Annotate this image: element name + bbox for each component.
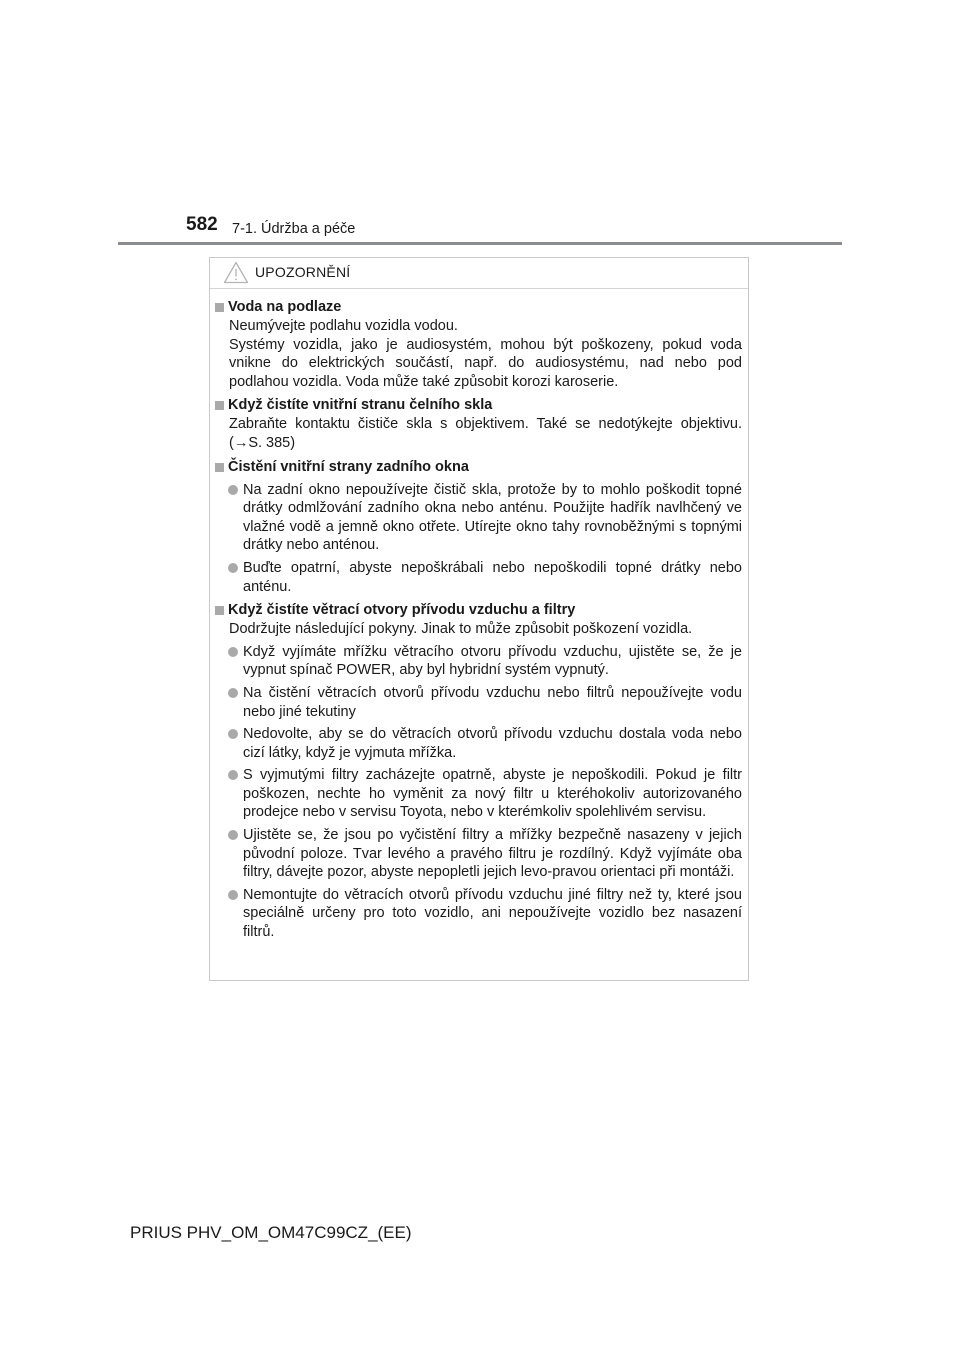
list-item-text: Když vyjímáte mřížku větracího otvoru přívodu vzduchu, ujistěte se, že je vypnut spínač POWER, aby byl hybridní systém vypnutý. xyxy=(243,643,742,679)
list-item xyxy=(243,725,742,762)
section-heading xyxy=(210,458,750,477)
warning-box xyxy=(209,257,749,981)
section-title: 7-1. Údržba a péče xyxy=(232,221,356,237)
square-bullet-icon xyxy=(215,401,224,410)
page-number: 582 xyxy=(186,214,218,235)
document-id: PRIUS PHV_OM_OM47C99CZ_(EE) xyxy=(130,1223,412,1242)
list-item xyxy=(243,766,742,822)
round-bullet-icon xyxy=(228,647,238,657)
section-vents-filters xyxy=(210,601,750,942)
paragraph: Systémy vozidla, jako je audiosystém, mohou být poškozeny, pokud voda vnikne do elektrických součástí, např. do audiosystému, nad nebo pod podlahou vozidla. Voda může také způsobit korozi karoserie. xyxy=(229,336,742,390)
section-heading xyxy=(210,396,750,415)
round-bullet-icon xyxy=(228,688,238,698)
round-bullet-icon xyxy=(228,770,238,780)
round-bullet-icon xyxy=(228,830,238,840)
list-item-text: Ujistěte se, že jsou po vyčistění filtry a mřížky bezpečně nasazeny v jejich původní poloze. Tvar levého a pravého filtru je rozdílný. Když vyjímáte oba filtry, dávejte pozor, abyste nepopletli jejich levo-pravou orientaci při montáži. xyxy=(243,827,742,881)
list-item-text: Buďte opatrní, abyste nepoškrábali nebo nepoškodili topné drátky nebo anténu. xyxy=(243,559,742,595)
paragraph: Zabraňte kontaktu čističe skla s objektivem. Také se nedotýkejte objektivu. (→S. 385) xyxy=(229,416,742,451)
list-item xyxy=(243,643,742,680)
list-item-text: Nemontujte do větracích otvorů přívodu vzduchu jiné filtry než ty, které jsou speciálně určeny pro toto vozidlo, ani nepoužívejte vozidlo bez nasazení filtrů. xyxy=(243,886,742,941)
paragraph: Neumývejte podlahu vozidla vodou. xyxy=(229,318,458,334)
warning-triangle-icon xyxy=(223,261,249,284)
section-heading xyxy=(210,298,750,317)
list-item-text: S vyjmutými filtry zacházejte opatrně, abyste je nepoškodili. Pokud je filtr poškozen, nechte ho vyměnit za nový filtr u kteréhokoliv autorizovaného prodejce nebo v servisu Toyota, nebo v kterémkoliv spolehlivém servisu. xyxy=(243,767,742,821)
square-bullet-icon xyxy=(215,303,224,312)
list-item xyxy=(243,684,742,721)
section-heading-text: Když čistíte větrací otvory přívodu vzduchu a filtry xyxy=(228,602,576,619)
square-bullet-icon xyxy=(215,463,224,472)
round-bullet-icon xyxy=(228,729,238,739)
section-heading-text: Čistění vnitřní strany zadního okna xyxy=(228,458,469,475)
list-item xyxy=(243,481,742,555)
section-heading xyxy=(210,601,750,620)
list-item-text: Nedovolte, aby se do větracích otvorů přívodu vzduchu dostala voda nebo cizí látky, když je vyjmuta mřížka. xyxy=(243,726,742,761)
round-bullet-icon xyxy=(228,485,238,495)
warning-content xyxy=(210,298,750,942)
paragraph: Dodržujte následující pokyny. Jinak to může způsobit poškození vozidla. xyxy=(229,621,693,638)
section-heading-text: Když čistíte vnitřní stranu čelního skla xyxy=(228,397,493,414)
section-water-floor xyxy=(210,298,750,391)
round-bullet-icon xyxy=(228,890,238,900)
list-item xyxy=(243,559,742,596)
section-rear-window xyxy=(210,458,750,597)
round-bullet-icon xyxy=(228,563,238,573)
square-bullet-icon xyxy=(215,606,224,615)
header-rule xyxy=(118,242,842,245)
list-item xyxy=(243,886,742,942)
list-item xyxy=(243,826,742,882)
section-windshield xyxy=(210,396,750,452)
warning-label: UPOZORNĚNÍ xyxy=(255,264,351,280)
warning-header xyxy=(210,258,748,289)
section-heading-text: Voda na podlaze xyxy=(228,299,342,315)
list-item-text: Na zadní okno nepoužívejte čistič skla, protože by to mohlo poškodit topné drátky odmlžování zadního okna nebo anténu. Použijte hadřík navlhčený ve vlažné vodě a jemně okno otřete. Utírejte okno tahy rovnoběžnými s topnými drátky nebo anténou. xyxy=(243,481,742,554)
list-item-text: Na čistění větracích otvorů přívodu vzduchu nebo filtrů nepoužívejte vodu nebo jiné tekutiny xyxy=(243,684,742,720)
